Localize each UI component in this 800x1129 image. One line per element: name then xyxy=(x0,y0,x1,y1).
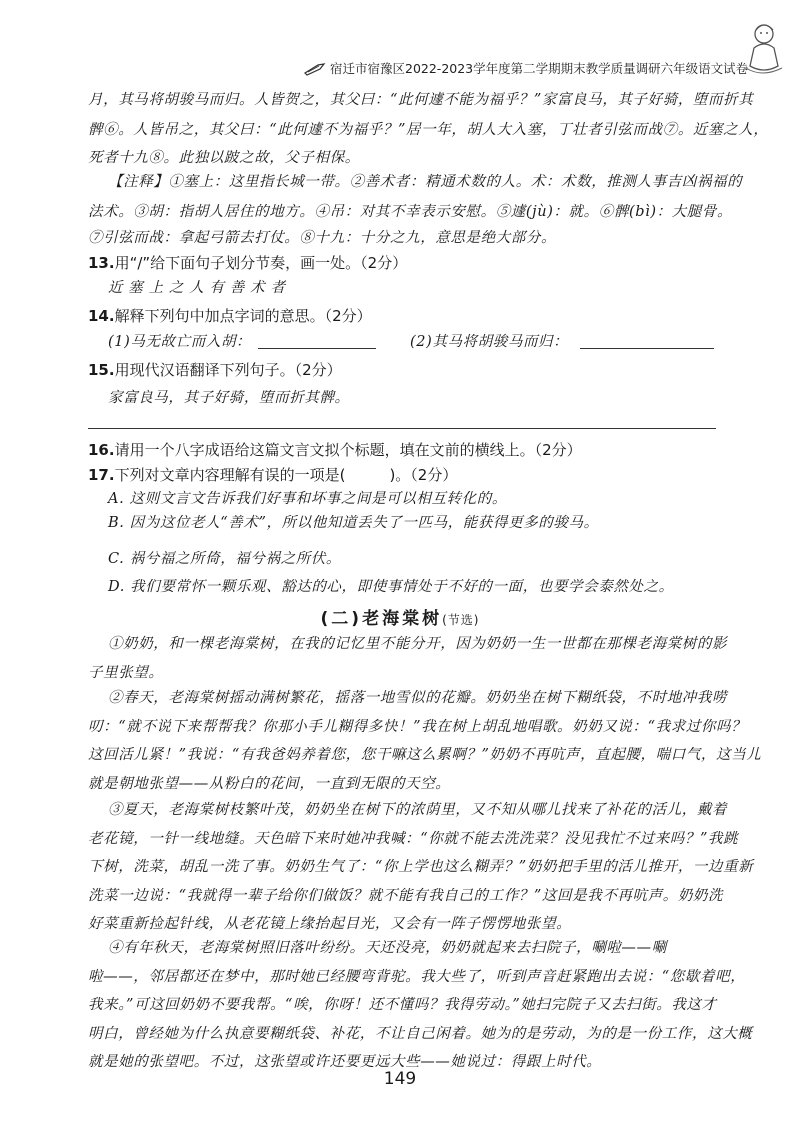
section-2-paragraph-line: ②春天，老海棠树摇动满树繁花，摇落一地雪似的花瓣。奶奶坐在树下糊纸袋，不时地冲我唠 xyxy=(108,690,728,706)
section-2-title-text: (二)老海棠树 xyxy=(320,609,443,629)
q17-option-d: D. 我们要常怀一颗乐观、豁达的心，即使事情处于不好的一面，也要学会泰然处之。 xyxy=(108,579,674,595)
passage-line: 月，其马将胡骏马而归。人皆贺之，其父曰：“此何遽不能为福乎？”家富良马，其子好骑，堕而折其 xyxy=(88,92,754,108)
cartoon-figure-icon xyxy=(736,18,788,80)
page-header xyxy=(300,58,749,82)
q14-answer-blank-1[interactable] xyxy=(258,348,376,349)
question-text: 下列对文章内容理解有误的一项是( xyxy=(114,466,346,484)
q17-option-b: B. 因为这位老人“善术”，所以他知道丢失了一匹马，能获得更多的骏马。 xyxy=(108,515,599,531)
header-title: 宿迁市宿豫区2022-2023学年度第二学期期末教学质量调研六年级语文试卷 xyxy=(330,61,749,76)
section-2-paragraph-line: ③夏天，老海棠树枝繁叶茂，奶奶坐在树下的浓荫里，又不知从哪儿找来了补花的活儿，戴着 xyxy=(108,802,728,818)
question-text: 用现代汉语翻译下列句子。（2分） xyxy=(114,361,342,379)
question-15 xyxy=(88,357,342,383)
page-number: 149 xyxy=(383,1069,417,1089)
question-text-end: )。（2分） xyxy=(389,466,458,484)
q15-answer-line-1[interactable] xyxy=(88,428,716,429)
section-2-paragraph-line: 叨：“就不说下来帮帮我？你那小手儿糊得多快！”我在树上胡乱地唱歌。奶奶又说：“我求过你吗？ xyxy=(88,718,747,735)
question-number: 16. xyxy=(88,441,115,459)
section-2-paragraph-line: 就是朝地张望——从粉白的花间，一直到无限的天空。 xyxy=(88,775,451,792)
q14-item-1-label: (1)马无故亡而入胡： xyxy=(108,334,252,350)
section-2-paragraph-line: 啦——，邻居都还在梦中，那时她已经腰弯背驼。我大些了，听到声音赶紧跑出去说：“您歇着吧， xyxy=(88,968,746,985)
question-number: 14. xyxy=(88,307,115,325)
question-number: 15. xyxy=(88,361,115,379)
section-2-title xyxy=(0,604,800,629)
question-text: 用“/”给下面句子划分节奏，画一处。（2分） xyxy=(114,254,408,272)
section-2-paragraph-line: ①奶奶，和一棵老海棠树，在我的记忆里不能分开，因为奶奶一生一世都在那棵老海棠树的影 xyxy=(108,636,728,652)
q17-option-a: A. 这则文言文告诉我们好事和坏事之间是可以相互转化的。 xyxy=(108,491,507,507)
question-text: 请用一个八字成语给这篇文言文拟个标题，填在文前的横线上。（2分） xyxy=(114,441,582,459)
section-2-paragraph-line: 这回活儿紧！”我说：“有我爸妈养着您，您干嘛这么累啊？”奶奶不再吭声，直起腰，喘口气，这当儿 xyxy=(88,747,762,763)
pen-icon xyxy=(304,62,326,76)
q14-item-2-label: (2)其马将胡骏马而归： xyxy=(410,334,569,350)
question-number: 13. xyxy=(88,254,115,272)
section-2-paragraph-line: 就是她的张望吧。不过，这张望或许还要更远大些——她说过：得跟上时代。 xyxy=(88,1054,602,1070)
section-2-paragraph-line: ④有年秋天，老海棠树照旧落叶纷纷。天还没亮，奶奶就起来去扫院子，唰啦——唰 xyxy=(108,940,667,956)
section-2-paragraph-line: 我来。”可这回奶奶不要我帮。“唉，你呀！还不懂吗？我得劳动。”她扫完院子又去扫街。我这才 xyxy=(88,997,717,1013)
section-2-subtitle: (节选) xyxy=(442,613,480,627)
q13-sentence: 近 塞 上 之 人 有 善 术 者 xyxy=(108,280,286,296)
section-2-paragraph-line: 明白，曾经她为什么执意要糊纸袋、补花，不让自己闲着。她为的是劳动，为的是一份工作，这大概 xyxy=(88,1025,753,1042)
q14-item-2 xyxy=(410,326,590,358)
passage-line: 髀⑥。人皆吊之，其父曰：“此何遽不为福乎？”居一年，胡人大入塞，丁壮者引弦而战⑦。近塞之人， xyxy=(88,122,769,138)
section-2-paragraph-line: 老花镜，一针一线地缝。天色暗下来时她冲我喊：“你就不能去洗洗菜？没见我忙不过来吗？”我跳 xyxy=(88,830,739,847)
section-2-paragraph-line: 子里张望。 xyxy=(88,664,164,681)
notes-line: ⑦引弦而战：拿起弓箭去打仗。⑧十九：十分之九，意思是绝大部分。 xyxy=(88,230,557,246)
question-text: 解释下列句中加点字词的意思。（2分） xyxy=(114,307,372,325)
notes-line: 法术。③胡：指胡人居住的地方。④吊：对其不幸表示安慰。⑤遽(jù)：就。⑥髀(bì)：大腿骨。 xyxy=(88,204,733,220)
section-2-paragraph-line: 下树，洗菜，胡乱一洗了事。奶奶生气了：“你上学也这么糊弄？”奶奶把手里的活儿推开，一边重新 xyxy=(88,859,754,875)
q17-option-c: C. 祸兮福之所倚，福兮祸之所伏。 xyxy=(108,551,341,567)
q15-sentence: 家富良马，其子好骑，堕而折其髀。 xyxy=(108,390,350,406)
question-16 xyxy=(88,437,582,463)
notes-line: 【注释】①塞上：这里指长城一带。②善术者：精通术数的人。术：术数，推测人事吉凶祸福的 xyxy=(108,174,743,190)
q14-answer-blank-2[interactable] xyxy=(580,348,714,349)
section-2-paragraph-line: 好菜重新捡起针线，从老花镜上缘抬起目光，又会有一阵子愣愣地张望。 xyxy=(88,916,572,932)
passage-line: 死者十九⑧。此独以跛之故，父子相保。 xyxy=(88,150,360,166)
question-number: 17. xyxy=(88,466,115,484)
section-2-paragraph-line: 洗菜一边说：“我就得一辈子给你们做饭？就不能有我自己的工作？”这回是我不再吭声。奶奶洗 xyxy=(88,887,724,904)
